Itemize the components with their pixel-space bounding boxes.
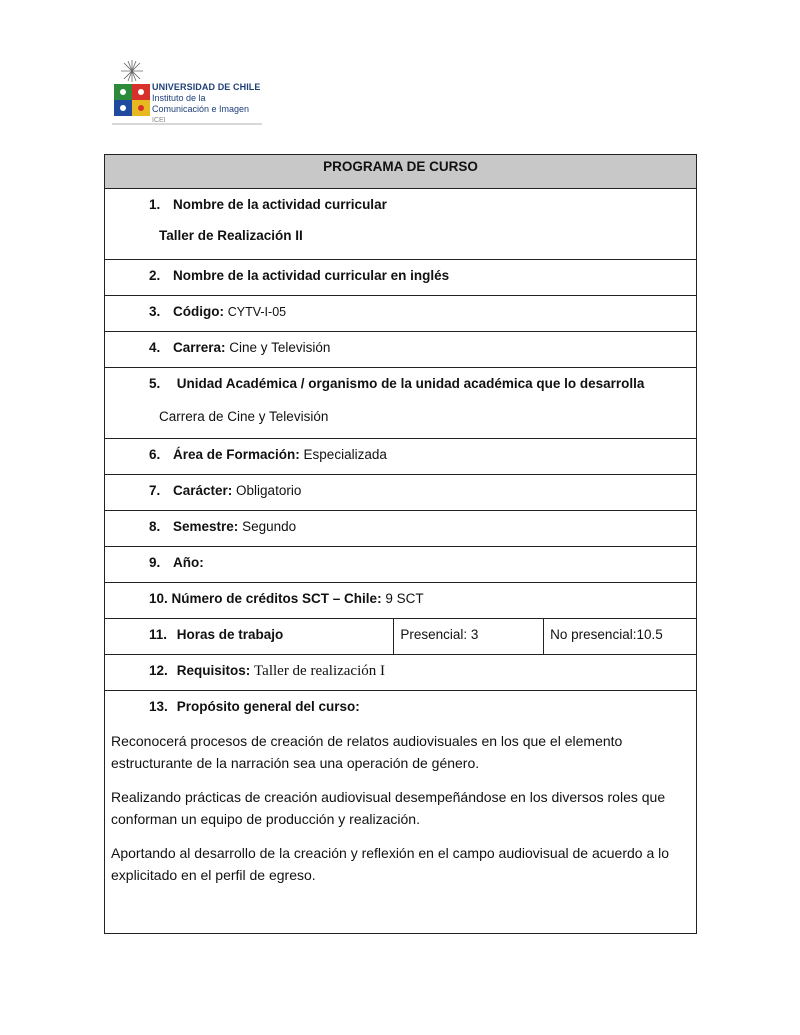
row-semester: 8. Semestre: Segundo: [105, 511, 697, 547]
institute-acronym: ICEI: [152, 117, 166, 124]
table-title: PROGRAMA DE CURSO: [105, 155, 697, 189]
no-presencial-hours: No presencial:10.5: [544, 619, 697, 655]
institute-line-1: Instituto de la: [152, 93, 206, 103]
row-requirements: 12. Requisitos: Taller de realización I: [105, 655, 697, 691]
row-activity-name-english: 2. Nombre de la actividad curricular en inglés: [105, 260, 697, 296]
purpose-paragraph: Reconocerá procesos de creación de relatos audiovisuales en los que el elemento estructurante de la narración sea una operación de género.: [111, 733, 623, 771]
credits-value: 9 SCT: [385, 591, 424, 606]
purpose-heading: 13. Propósito general del curso:: [149, 699, 360, 714]
course-program-table: [104, 154, 697, 934]
row-academic-unit: 5. Unidad Académica / organismo de la unidad académica que lo desarrolla Carrera de Cine y Televisión: [105, 368, 697, 439]
activity-name-value: Taller de Realización II: [159, 228, 303, 243]
semester-value: Segundo: [242, 519, 297, 534]
presencial-hours: Presencial: 3: [394, 619, 544, 655]
row-character: 7. Carácter: Obligatorio: [105, 475, 697, 511]
star-icon: [121, 60, 143, 82]
character-value: Obligatorio: [236, 483, 302, 498]
university-name: UNIVERSIDAD DE CHILE: [152, 82, 261, 92]
training-area-value: Especializada: [303, 447, 387, 462]
purpose-paragraph: Realizando prácticas de creación audiovisual desempeñándose en los diversos roles que conforman un equipo de producción y realización.: [111, 789, 666, 827]
shield-icon: [114, 84, 150, 116]
code-value: CYTV-I-05: [227, 305, 287, 319]
row-credits: 10. Número de créditos SCT – Chile: 9 SCT: [105, 583, 697, 619]
row-career: 4. Carrera: Cine y Televisión: [105, 332, 697, 368]
academic-unit-value: Carrera de Cine y Televisión: [159, 409, 329, 424]
row-activity-name: 1. Nombre de la actividad curricular Taller de Realización II: [105, 189, 697, 260]
purpose-paragraph: Aportando al desarrollo de la creación y reflexión en el campo audiovisual de acuerdo a lo explicitado en el perfil de egreso.: [111, 845, 670, 883]
institute-line-2: Comunicación e Imagen: [152, 104, 250, 114]
requirements-value: Taller de realización I: [254, 663, 385, 679]
row-code: 3. Código: CYTV-I-05: [105, 296, 697, 332]
row-training-area: 6. Área de Formación: Especializada: [105, 439, 697, 475]
row-year: 9. Año:: [105, 547, 697, 583]
row-work-hours: 11. Horas de trabajo: [105, 619, 394, 655]
career-value: Cine y Televisión: [229, 340, 331, 355]
logo-text: [152, 82, 261, 126]
row-purpose: [105, 691, 697, 934]
